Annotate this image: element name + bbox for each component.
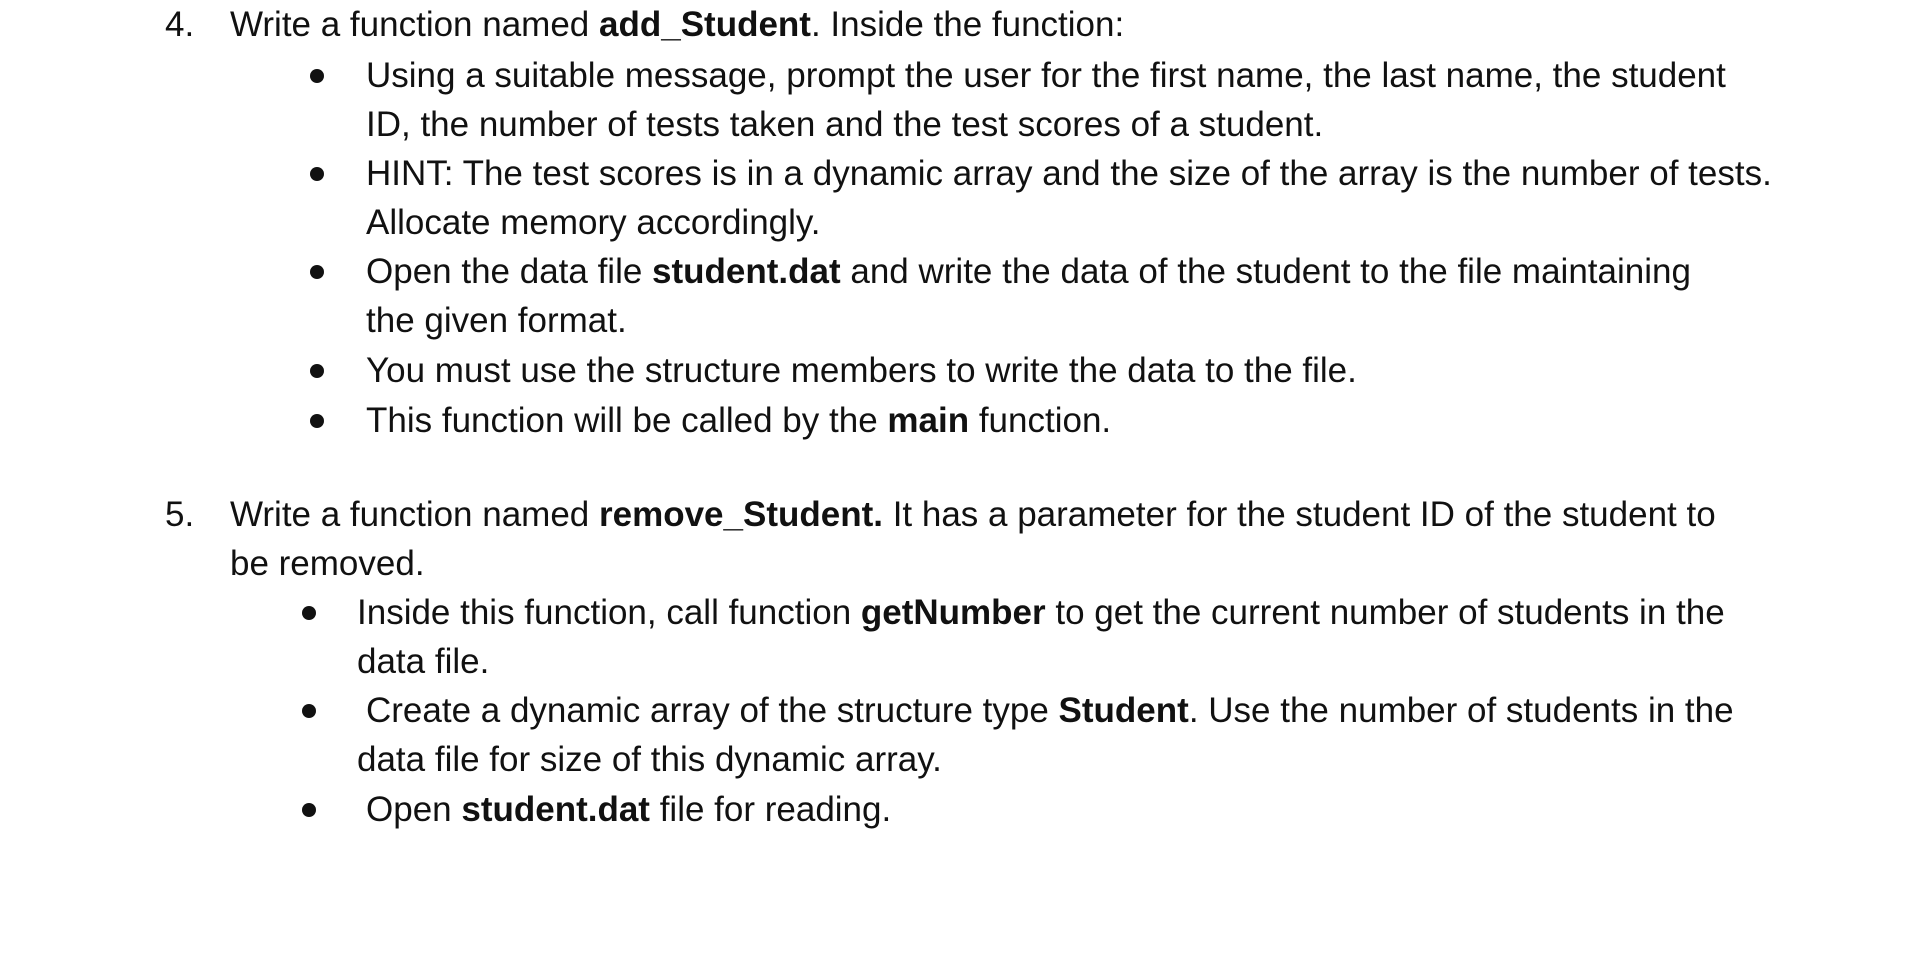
bullet-icon [302, 606, 316, 620]
item-4-intro: Write a function named add_Student. Inside the function: [230, 5, 1125, 44]
bullet-text: Using a suitable message, prompt the user for the first name, the last name, the student [366, 56, 1726, 95]
type-name-student: Student [1058, 691, 1189, 730]
bullet-icon [310, 265, 324, 279]
bullet-icon [310, 364, 324, 378]
item-5-intro: Write a function named remove_Student. It has a parameter for the student ID of the student to [230, 495, 1716, 534]
bullet-icon [310, 167, 324, 181]
item-number: 5. [165, 495, 195, 534]
bullet-text: You must use the structure members to write the data to the file. [366, 351, 1357, 390]
function-name-getnumber: getNumber [860, 593, 1046, 632]
bullet-icon [310, 69, 324, 83]
item-5-intro-cont: be removed. [230, 544, 425, 583]
bullet-text: Allocate memory accordingly. [366, 203, 821, 242]
item-number: 4. [165, 5, 195, 44]
bullet-text: This function will be called by the main function. [366, 401, 1112, 440]
bullet-text: HINT: The test scores is in a dynamic array and the size of the array is the number of tests. [366, 154, 1772, 193]
bullet-text: Open the data file student.dat and write the data of the student to the file maintaining [366, 252, 1691, 291]
bullet-text: ID, the number of tests taken and the test scores of a student. [366, 105, 1324, 144]
bullet-icon [302, 704, 316, 718]
function-name-remove-student: remove_Student. [599, 495, 883, 534]
bullet-text: Inside this function, call function getNumber to get the current number of students in the [357, 593, 1725, 632]
bullet-icon [302, 803, 316, 817]
file-name: student.dat [461, 790, 650, 829]
file-name: student.dat [652, 252, 841, 291]
bullet-text: Open student.dat file for reading. [366, 790, 892, 829]
bullet-text: data file for size of this dynamic array. [357, 740, 942, 779]
bullet-text: Create a dynamic array of the structure type Student. Use the number of students in the [366, 691, 1734, 730]
function-name-main: main [887, 401, 970, 440]
bullet-text: the given format. [366, 301, 627, 340]
function-name-add-student: add_Student [599, 5, 811, 44]
bullet-icon [310, 414, 324, 428]
bullet-text: data file. [357, 642, 490, 681]
